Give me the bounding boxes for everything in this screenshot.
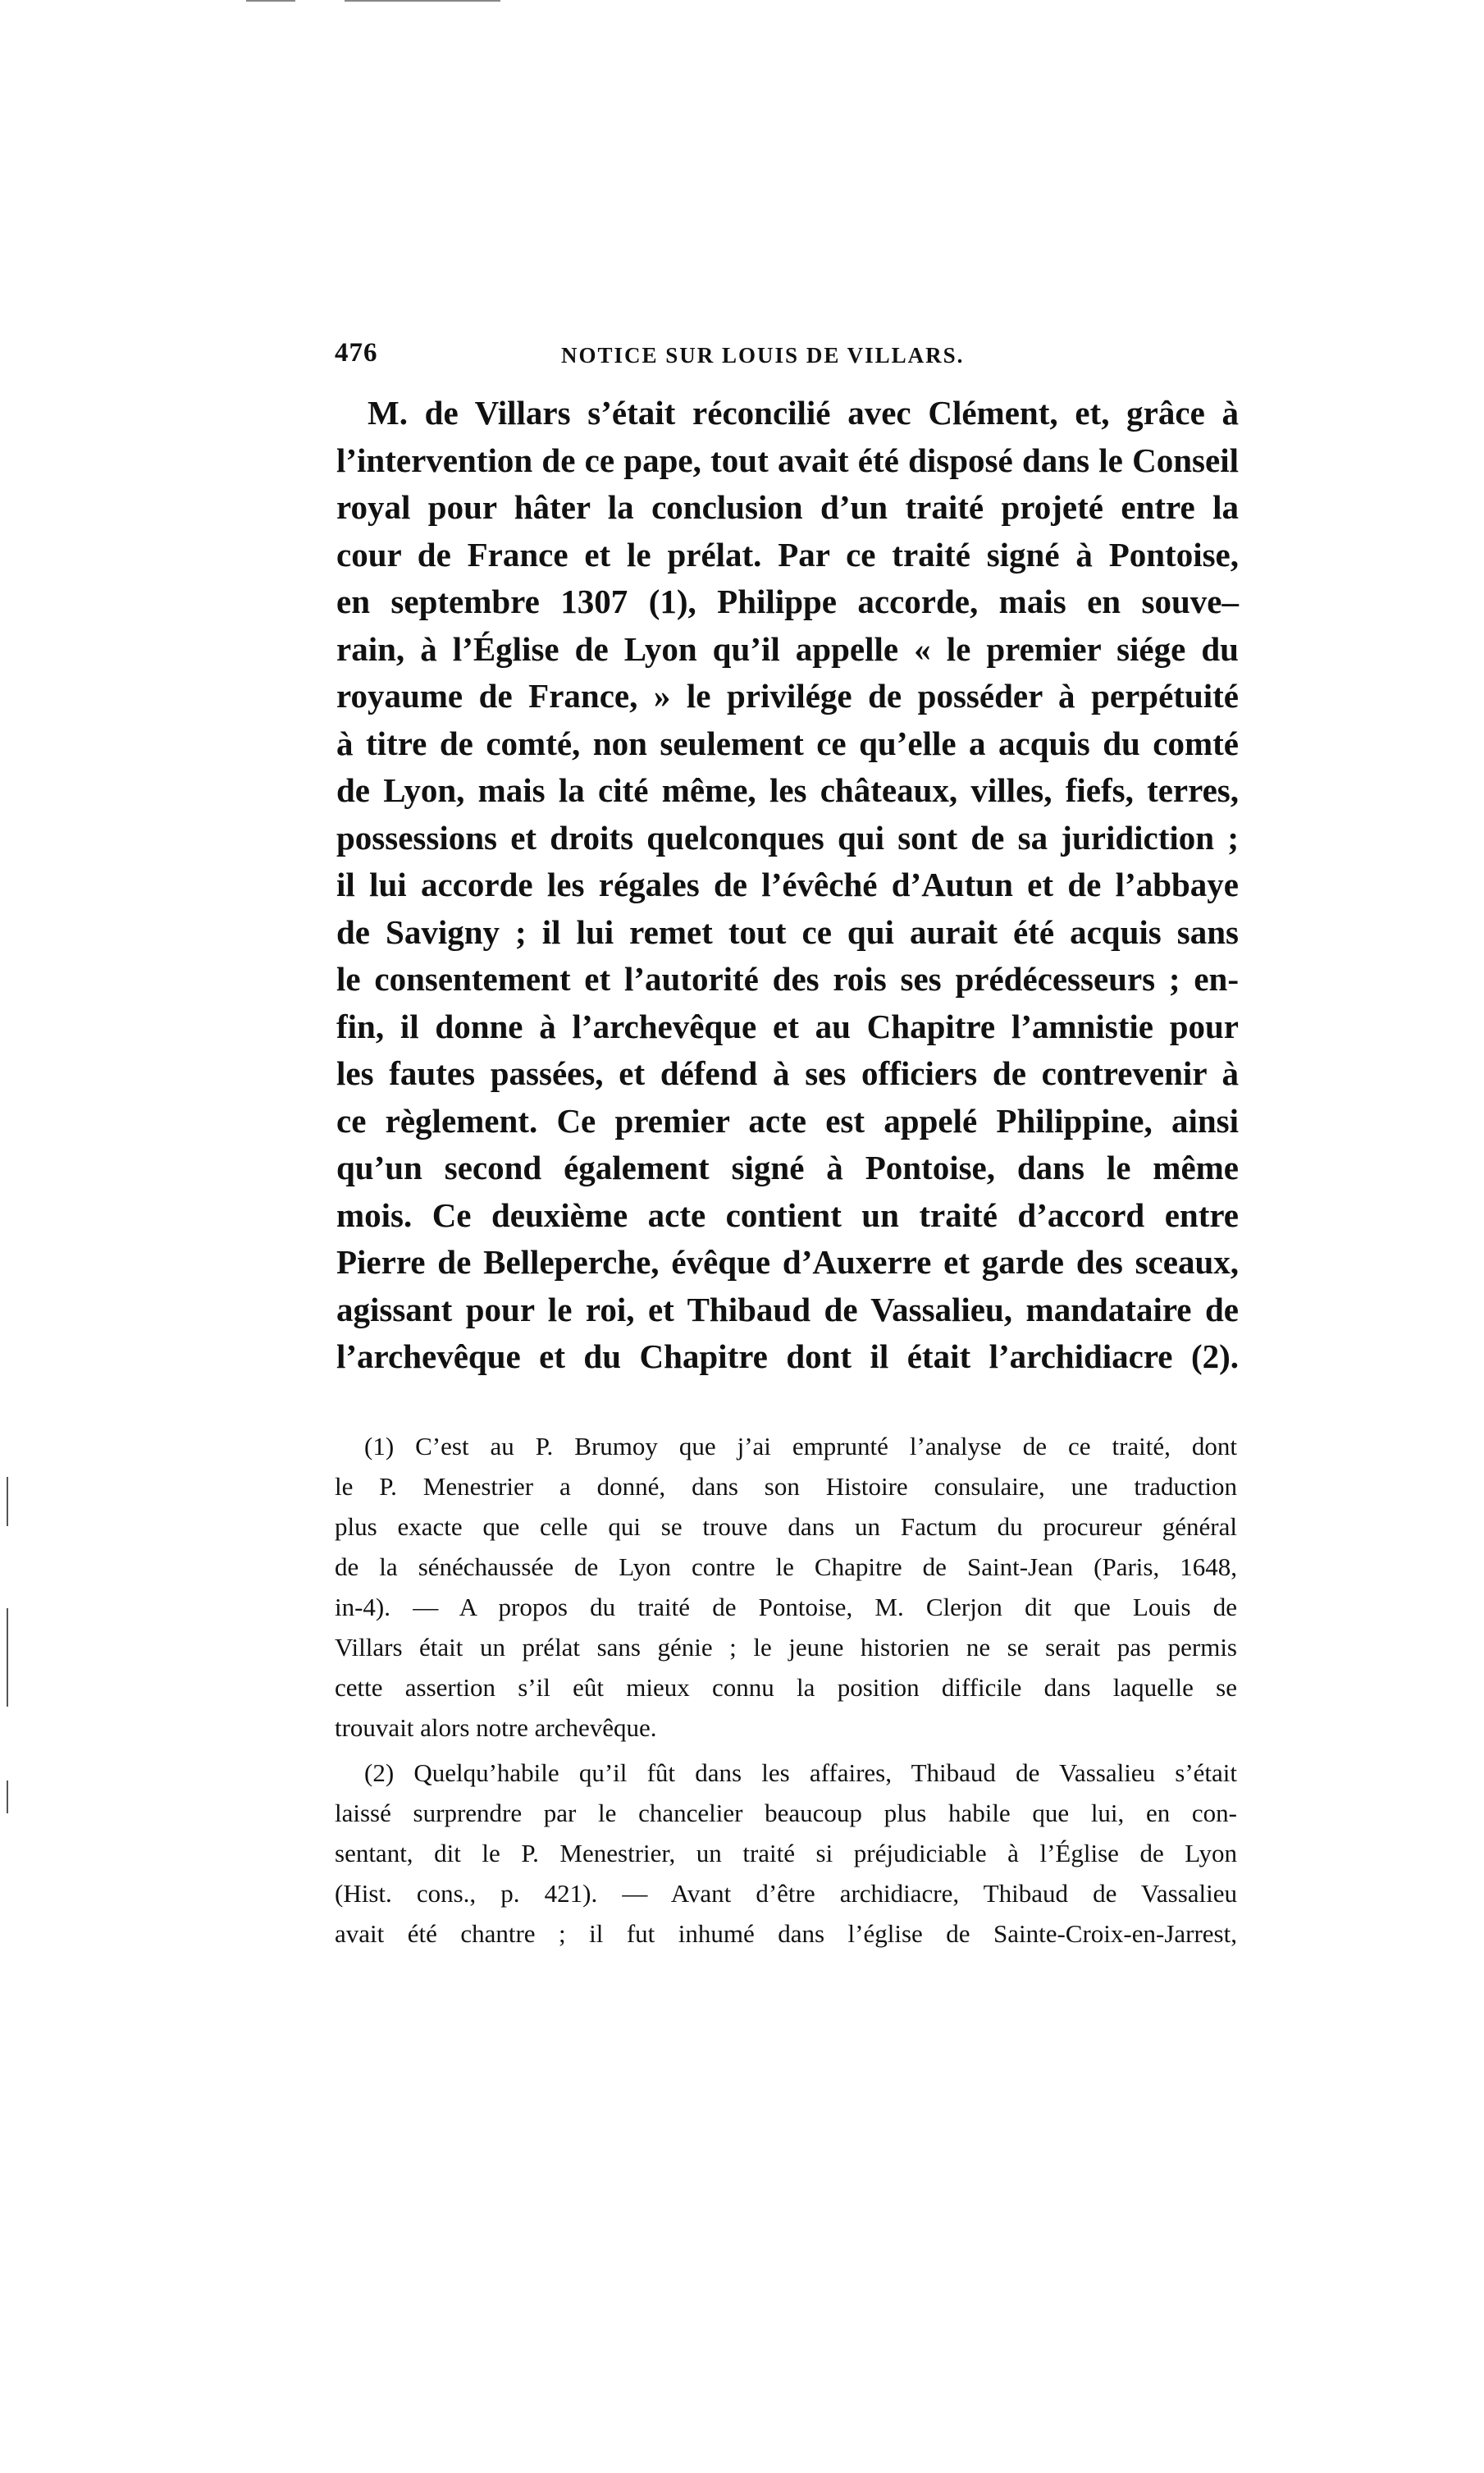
- body-line: de Savigny ; il lui remet tout ce qui aurait été acquis sans: [336, 912, 1239, 951]
- footnote-line: (1) C’est au P. Brumoy que j’ai emprunté l’analyse de ce traité, dont: [364, 1432, 1237, 1460]
- body-line: à titre de comté, non seulement ce qu’elle a acquis du comté: [336, 724, 1239, 762]
- page-header: [335, 338, 1007, 387]
- scan-margin-mark: [7, 1477, 8, 1526]
- body-line: agissant pour le roi, et Thibaud de Vassalieu, mandataire de: [336, 1290, 1239, 1328]
- footnote-line: avait été chantre ; il fut inhumé dans l’église de Sainte-Croix-en-Jarrest,: [335, 1919, 1237, 1948]
- body-line: fin, il donne à l’archevêque et au Chapitre l’amnistie pour: [336, 1007, 1239, 1045]
- footnote-line: cette assertion s’il eût mieux connu la position difficile dans laquelle se: [335, 1673, 1237, 1702]
- body-line: l’archevêque et du Chapitre dont il était l’archidiacre (2).: [336, 1337, 1239, 1375]
- body-line: mois. Ce deuxième acte contient un traité d’accord entre: [336, 1195, 1239, 1234]
- body-line: de Lyon, mais la cité même, les châteaux, villes, fiefs, terres,: [336, 771, 1239, 809]
- body-line: qu’un second également signé à Pontoise, dans le même: [336, 1149, 1239, 1186]
- footnote-line: plus exacte que celle qui se trouve dans un Factum du procureur général: [335, 1512, 1237, 1541]
- scan-margin-mark: [7, 1608, 8, 1707]
- scan-edge-mark: [345, 0, 500, 2]
- scan-margin-mark: [7, 1780, 8, 1813]
- scan-edge-mark: [246, 0, 295, 2]
- footnote-line: laissé surprendre par le chancelier beaucoup plus habile que lui, en con-: [335, 1799, 1237, 1827]
- footnote-line: de la sénéchaussée de Lyon contre le Chapitre de Saint-Jean (Paris, 1648,: [335, 1552, 1237, 1581]
- footnote-line: trouvait alors notre archevêque.: [335, 1713, 657, 1742]
- body-line: le consentement et l’autorité des rois ses prédécesseurs ; en-: [336, 960, 1239, 998]
- body-line: ce règlement. Ce premier acte est appelé Philippine, ainsi: [336, 1101, 1239, 1140]
- body-line: en septembre 1307 (1), Philippe accorde, mais en souve–: [336, 583, 1239, 620]
- footnote-line: (2) Quelqu’habile qu’il fût dans les affaires, Thibaud de Vassalieu s’était: [364, 1758, 1237, 1787]
- footnotes: [335, 1426, 1237, 1954]
- body-line: les fautes passées, et défend à ses officiers de contrevenir à: [336, 1054, 1239, 1092]
- body-text: [336, 390, 1239, 1381]
- running-title: NOTICE SUR LOUIS DE VILLARS.: [561, 343, 965, 368]
- footnote-line: in-4). — A propos du traité de Pontoise, M. Clerjon dit que Louis de: [335, 1593, 1237, 1621]
- body-line: royaume de France, » le privilége de posséder à perpétuité: [336, 677, 1239, 715]
- body-line: l’intervention de ce pape, tout avait été disposé dans le Conseil: [336, 441, 1239, 479]
- footnote-line: (Hist. cons., p. 421). — Avant d’être archidiacre, Thibaud de Vassalieu: [335, 1879, 1237, 1908]
- body-line: possessions et droits quelconques qui sont de sa juridiction ;: [336, 818, 1239, 857]
- body-line: il lui accorde les régales de l’évêché d’Autun et de l’abbaye: [336, 866, 1239, 903]
- body-line: Pierre de Belleperche, évêque d’Auxerre et garde des sceaux,: [336, 1243, 1239, 1281]
- body-line: rain, à l’Église de Lyon qu’il appelle « le premier siége du: [336, 629, 1239, 668]
- page-number: 476: [335, 338, 378, 368]
- body-line: cour de France et le prélat. Par ce traité signé à Pontoise,: [336, 535, 1239, 574]
- footnote-line: le P. Menestrier a donné, dans son Histoire consulaire, une traduction: [335, 1472, 1237, 1501]
- footnote-line: Villars était un prélat sans génie ; le jeune historien ne se serait pas permis: [335, 1633, 1237, 1662]
- footnote-line: sentant, dit le P. Menestrier, un traité si préjudiciable à l’Église de Lyon: [335, 1839, 1237, 1867]
- body-line: royal pour hâter la conclusion d’un traité projeté entre la: [336, 488, 1239, 526]
- body-line: M. de Villars s’était réconcilié avec Clément, et, grâce à: [368, 394, 1239, 432]
